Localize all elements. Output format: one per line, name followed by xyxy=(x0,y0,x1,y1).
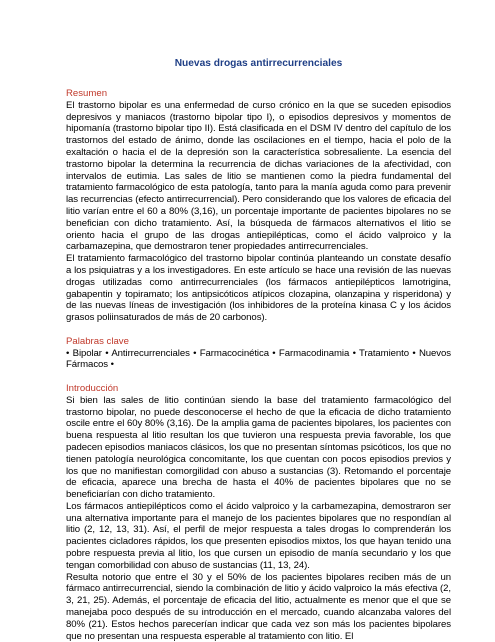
section-resumen xyxy=(66,88,451,324)
paragraph: Si bien las sales de litio continúan siendo la base del tratamiento farmacológico del trastorno bipolar, no puede desconocerse el hecho de que la eficacia de dicho tratamiento oscile entre el 60y 80% (3,16). De la amplia gama de pacientes bipolares, los pacientes con buena respuesta al litio resultan los que tuvieron una respuesta previa favorable, los que padecen episodios maniacos clásicos, los que no presentan síntomas psicóticos, los que no tienen patología neurológica concomitante, los que cuentan con pocos episodios previos y los que no manifiestan comorgilidad con abuso a sustancias (3). Retomando el porcentaje de eficacia, aparece una brecha de hasta el 40% de pacientes bipolares que no se beneficiarían con dicho tratamiento. xyxy=(66,394,451,501)
section-heading-resumen: Resumen xyxy=(66,88,108,99)
paragraph: El trastorno bipolar es una enfermedad de curso crónico en la que se suceden episodios depresivos y maniacos (trastorno bipolar tipo I), o episodios depresivos y momentos de hipomanía (trastorno bipolar tipo II). Está clasificada en el DSM IV dentro del capítulo de los trastornos del estado de ánimo, donde las oscilaciones en el tiempo, hacia el polo de la exaltación o hacia el de la depresión son la característica sobresaliente. La esencia del trastorno bipolar la determina la recurrencia de dichas variaciones de la afectividad, con intervalos de eutimia. Las sales de litio se mantienen como la piedra fundamental del tratamiento farmacológico de esta patología, tanto para la manía aguda como para prevenir las recurrencias (efecto antirrecurrencial). Pero considerando que los valores de eficacia del litio varían entre el 60 a 80% (3,16), un porcentaje importante de pacientes bipolares no se benefician con dicho tratamiento. Así, la búsqueda de fármacos alternativos el litio se oriento hacia el grupo de las drogas antiepilépticas, como el ácido valproico y la carbamazepina, que demostraron tener propiedades antirrecurrenciales. xyxy=(66,99,451,253)
section-heading-palabras-clave: Palabras clave xyxy=(66,335,129,347)
spacer xyxy=(66,324,451,336)
paragraph: Resulta notorio que entre el 30 y el 50% de los pacientes bipolares reciben más de un fármaco antirrecurrencial, siendo la combinación de litio y ácido valproico la más efectiva (2, 3, 21, 25). Además, el porcentaje de eficacia del litio, actualmente es menor que el que se manejaba poco después de su introducción en el mercado, cuando alcanzaba valores del 80% (21). Estos hechos parecerían indicar que cada vez son más los pacientes bipolares que no presentan una respuesta esperable al tratamiento con litio. El xyxy=(66,571,451,642)
paragraph: El tratamiento farmacológico del trastorno bipolar continúa planteando un constate desafío a los psiquiatras y a los investigadores. En este artículo se hace una revisión de las nuevas drogas utilizadas como antirrecurrenciales (los fármacos antiepilépticos lamotrigina, gabapentin y topiramato; los antipsicóticos atípicos clozapina, olanzapina y risperidona) y de las nuevas líneas de investigación (los inhibidores de la proteína kinasa C y los ácidos grasos poliinsaturados de más de 20 carbonos). xyxy=(66,253,451,324)
document-title: Nuevas drogas antirrecurrenciales xyxy=(174,58,343,69)
section-heading-introduccion: Introducción xyxy=(66,382,119,394)
keywords-list: • Bipolar • Antirrecurrenciales • Farmacocinética • Farmacodinamia • Tratamiento • Nuevos Fármacos • xyxy=(66,347,451,371)
paragraph: Los fármacos antiepilépticos como el ácido valproico y la carbamezapina, demostraron ser una alternativa importante para el manejo de los pacientes bipolares que no respondían al litio (2, 12, 13, 31). Así, el perfil de mejor respuesta a tales drogas lo comprenderán los pacientes cicladores rápidos, los que presenten episodios mixtos, los que hayan tenido una pobre respuesta previa al litio, los que cursen un episodio de manía secundario y los que tengan comorbilidad con abuso de sustancias (11, 13, 24). xyxy=(66,500,451,571)
section-palabras-clave xyxy=(66,336,451,371)
spacer xyxy=(66,371,451,383)
section-introduccion xyxy=(66,383,451,642)
